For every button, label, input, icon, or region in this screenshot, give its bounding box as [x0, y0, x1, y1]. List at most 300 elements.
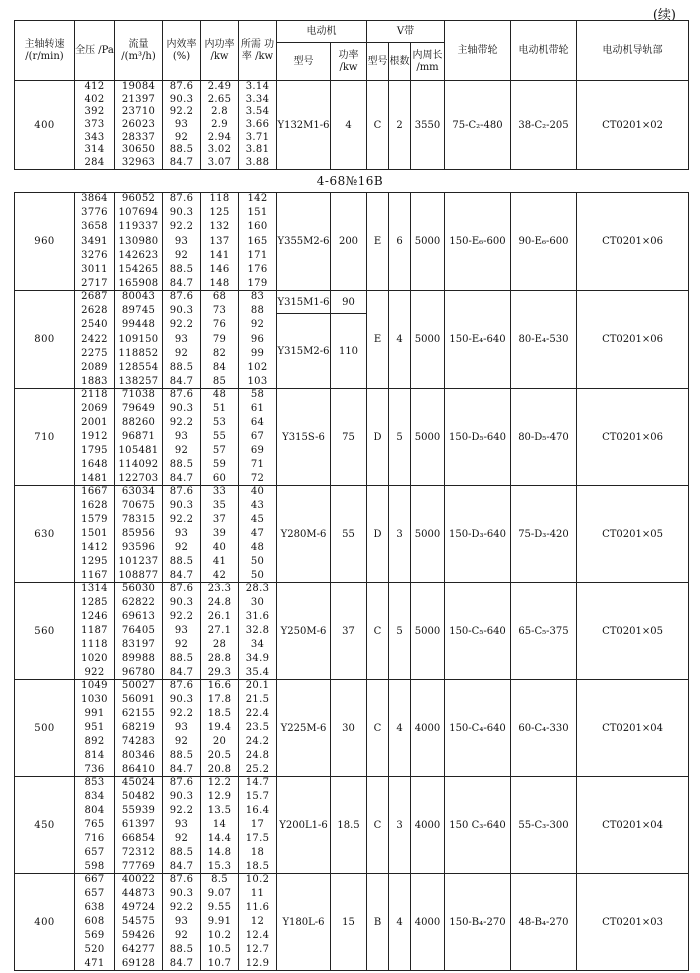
req-value: 3.54 [245, 106, 270, 118]
motor-pulley-cell: 90-E₆-600 [511, 193, 577, 291]
table-row [15, 874, 689, 971]
flow-value: 96871 [121, 431, 156, 443]
inner-value: 9.55 [207, 902, 232, 914]
inner-value: 2.94 [207, 131, 232, 143]
pressure-value: 284 [84, 157, 105, 169]
flow-value: 69613 [121, 611, 156, 623]
eff-value: 90.3 [169, 500, 194, 512]
flow-value: 154265 [118, 263, 159, 275]
req-value: 176 [247, 263, 268, 275]
req-value: 96 [250, 333, 265, 345]
inner-value: 132 [209, 221, 230, 233]
req-value: 12.4 [245, 930, 270, 942]
req-value: 12 [250, 916, 265, 928]
inner-stack [201, 680, 238, 776]
pressure-value: 853 [84, 777, 105, 788]
pressure-value: 1295 [81, 556, 108, 568]
table-row [15, 81, 689, 170]
pressure-cell [75, 389, 115, 486]
req-value: 3.14 [245, 81, 270, 92]
flow-value: 77769 [121, 861, 156, 873]
inner-value: 14.4 [207, 833, 232, 845]
vtype-cell: E [367, 291, 389, 389]
flow-stack [115, 486, 162, 582]
inner-value: 28.8 [207, 653, 232, 665]
eff-value: 84.7 [169, 958, 194, 970]
pressure-value: 1314 [81, 583, 108, 594]
header-vbelt: V带 [367, 21, 445, 43]
motor-power-cell: 18.5 [331, 777, 367, 874]
req-value: 10.2 [245, 874, 270, 885]
header-inner-power: 内功率 /kw [201, 21, 239, 81]
req-value: 12.9 [245, 958, 270, 970]
pressure-value: 1118 [81, 639, 108, 651]
eff-value: 93 [174, 722, 189, 734]
flow-value: 78315 [121, 514, 156, 526]
inner-value: 10.5 [207, 944, 232, 956]
eff-stack [163, 291, 200, 388]
pressure-value: 412 [84, 81, 105, 92]
vlen-cell: 5000 [411, 389, 445, 486]
eff-value: 92 [174, 639, 189, 651]
speed-cell: 500 [15, 680, 75, 777]
pressure-cell [75, 874, 115, 971]
speed-cell: 450 [15, 777, 75, 874]
header-flow: 流量 /(m³/h) [115, 21, 163, 81]
pressure-value: 608 [84, 916, 105, 928]
inner-cell [201, 583, 239, 680]
pressure-value: 657 [84, 888, 105, 900]
table-row [15, 583, 689, 680]
vlen-cell: 5000 [411, 486, 445, 583]
eff-value: 92.2 [169, 708, 194, 720]
inner-value: 146 [209, 263, 230, 275]
motor-pulley-cell: 80-E₄-530 [511, 291, 577, 389]
eff-value: 90.3 [169, 791, 194, 803]
eff-value: 93 [174, 333, 189, 345]
inner-cell [201, 486, 239, 583]
header-vbelt-count: 根数 [389, 43, 411, 81]
header-motor-power: 功率 /kw [331, 43, 367, 81]
header-vbelt-type: 型号 [367, 43, 389, 81]
req-stack [239, 874, 276, 970]
main-pulley-cell: 150-D₅-640 [445, 389, 511, 486]
req-cell [239, 777, 277, 874]
eff-stack [163, 193, 200, 290]
req-cell [239, 193, 277, 291]
pressure-cell [75, 193, 115, 291]
vlen-cell: 4000 [411, 680, 445, 777]
eff-value: 88.5 [169, 556, 194, 568]
flow-value: 28337 [121, 131, 156, 143]
pressure-value: 2118 [81, 389, 108, 400]
pressure-cell [75, 486, 115, 583]
flow-value: 119337 [118, 221, 159, 233]
rail-cell: CT0201×04 [577, 680, 689, 777]
flow-value: 86410 [121, 764, 156, 776]
pressure-value: 2717 [81, 278, 108, 290]
flow-value: 74283 [121, 736, 156, 748]
rail-cell: CT0201×02 [577, 81, 689, 170]
flow-value: 61397 [121, 819, 156, 831]
inner-value: 27.1 [207, 625, 232, 637]
eff-value: 93 [174, 235, 189, 247]
pressure-value: 716 [84, 833, 105, 845]
flow-value: 69128 [121, 958, 156, 970]
req-value: 50 [250, 570, 265, 582]
flow-stack [115, 777, 162, 873]
req-stack [239, 583, 276, 679]
flow-value: 107694 [118, 207, 159, 219]
speed-cell: 710 [15, 389, 75, 486]
inner-value: 9.07 [207, 888, 232, 900]
eff-stack [163, 389, 200, 485]
req-value: 34 [250, 639, 265, 651]
req-cell [239, 389, 277, 486]
req-stack [239, 777, 276, 873]
inner-value: 19.4 [207, 722, 232, 734]
vcount-cell: 4 [389, 680, 411, 777]
flow-value: 64277 [121, 944, 156, 956]
req-value: 40 [250, 486, 265, 497]
eff-value: 84.7 [169, 570, 194, 582]
pressure-value: 765 [84, 819, 105, 831]
flow-value: 50482 [121, 791, 156, 803]
vtype-cell: C [367, 680, 389, 777]
req-value: 16.4 [245, 805, 270, 817]
motor-power-cell: 200 [331, 193, 367, 291]
table-4-68-part1 [14, 20, 689, 170]
inner-value: 2.49 [207, 81, 232, 92]
req-stack [239, 291, 276, 388]
eff-value: 93 [174, 119, 189, 131]
req-value: 22.4 [245, 708, 270, 720]
flow-value: 62155 [121, 708, 156, 720]
inner-value: 60 [212, 473, 227, 485]
pressure-stack [75, 193, 114, 290]
pressure-cell [75, 291, 115, 389]
req-value: 165 [247, 235, 268, 247]
inner-value: 3.02 [207, 144, 232, 156]
inner-value: 17.8 [207, 694, 232, 706]
eff-cell [163, 291, 201, 389]
rail-cell: CT0201×05 [577, 583, 689, 680]
pressure-value: 3776 [81, 207, 108, 219]
req-stack [239, 81, 276, 169]
motor-power-cell: 30 [331, 680, 367, 777]
main-pulley-cell: 150-E₆-600 [445, 193, 511, 291]
vcount-cell: 6 [389, 193, 411, 291]
eff-value: 87.6 [169, 680, 194, 691]
inner-value: 48 [212, 389, 227, 400]
inner-cell [201, 81, 239, 170]
motor-power-cell: 4 [331, 81, 367, 170]
req-value: 11 [250, 888, 265, 900]
flow-stack [115, 680, 162, 776]
pressure-cell [75, 680, 115, 777]
rail-cell: CT0201×06 [577, 193, 689, 291]
motor-model-cell: Y315M2-6 [277, 314, 331, 389]
req-stack [239, 389, 276, 485]
req-value: 61 [250, 403, 265, 415]
pressure-value: 3864 [81, 193, 108, 204]
flow-value: 23710 [121, 106, 156, 118]
vlen-cell: 5000 [411, 193, 445, 291]
flow-cell [115, 389, 163, 486]
req-value: 71 [250, 459, 265, 471]
motor-model-cell: Y250M-6 [277, 583, 331, 680]
flow-stack [115, 291, 162, 388]
pressure-stack [75, 291, 114, 388]
inner-value: 137 [209, 235, 230, 247]
pressure-value: 3491 [81, 235, 108, 247]
motor-power-cell: 75 [331, 389, 367, 486]
eff-cell [163, 583, 201, 680]
req-cell [239, 680, 277, 777]
req-value: 20.1 [245, 680, 270, 691]
req-value: 69 [250, 445, 265, 457]
req-stack [239, 680, 276, 776]
req-value: 18.5 [245, 861, 270, 873]
pressure-value: 1579 [81, 514, 108, 526]
inner-value: 42 [212, 570, 227, 582]
eff-value: 92 [174, 736, 189, 748]
inner-value: 39 [212, 528, 227, 540]
pressure-value: 736 [84, 764, 105, 776]
pressure-value: 1246 [81, 611, 108, 623]
eff-value: 90.3 [169, 403, 194, 415]
eff-value: 84.7 [169, 473, 194, 485]
eff-value: 92.2 [169, 514, 194, 526]
flow-cell [115, 486, 163, 583]
motor-pulley-cell: 38-C₂-205 [511, 81, 577, 170]
eff-cell [163, 680, 201, 777]
flow-stack [115, 389, 162, 485]
eff-value: 87.6 [169, 389, 194, 400]
header-efficiency: 内效率 (%) [163, 21, 201, 81]
inner-stack [201, 583, 238, 679]
eff-value: 84.7 [169, 667, 194, 679]
inner-value: 10.2 [207, 930, 232, 942]
inner-value: 20.8 [207, 764, 232, 776]
header-motor: 电动机 [277, 21, 367, 43]
inner-value: 2.65 [207, 93, 232, 105]
inner-value: 8.5 [211, 874, 228, 885]
pressure-stack [75, 583, 114, 679]
pressure-value: 1020 [81, 653, 108, 665]
pressure-value: 892 [84, 736, 105, 748]
rail-cell: CT0201×05 [577, 486, 689, 583]
main-pulley-cell: 150-B₄-270 [445, 874, 511, 971]
vlen-cell: 5000 [411, 583, 445, 680]
flow-cell [115, 680, 163, 777]
flow-value: 40022 [121, 874, 156, 885]
req-value: 83 [250, 291, 265, 302]
flow-value: 50027 [121, 680, 156, 691]
flow-cell [115, 874, 163, 971]
req-value: 48 [250, 542, 265, 554]
main-pulley-cell: 150 C₃-640 [445, 777, 511, 874]
eff-value: 92.2 [169, 611, 194, 623]
header-pressure: 全压 /Pa [75, 21, 115, 81]
table-row [15, 389, 689, 486]
req-value: 92 [250, 319, 265, 331]
req-value: 160 [247, 221, 268, 233]
req-value: 15.7 [245, 791, 270, 803]
vcount-cell: 4 [389, 874, 411, 971]
eff-value: 93 [174, 819, 189, 831]
flow-value: 72312 [121, 847, 156, 859]
req-value: 24.2 [245, 736, 270, 748]
req-stack [239, 486, 276, 582]
req-value: 3.66 [245, 119, 270, 131]
inner-value: 59 [212, 459, 227, 471]
flow-value: 79649 [121, 403, 156, 415]
inner-value: 2.8 [211, 106, 228, 118]
continued-label: (续) [652, 8, 676, 23]
flow-value: 128554 [118, 361, 159, 373]
motor-pulley-cell: 80-D₅-470 [511, 389, 577, 486]
flow-value: 96780 [121, 667, 156, 679]
flow-value: 80346 [121, 750, 156, 762]
pressure-stack [75, 81, 114, 169]
motor-pulley-cell: 75-D₃-420 [511, 486, 577, 583]
eff-value: 93 [174, 916, 189, 928]
eff-value: 84.7 [169, 278, 194, 290]
inner-value: 15.3 [207, 861, 232, 873]
vcount-cell: 4 [389, 291, 411, 389]
eff-value: 92 [174, 542, 189, 554]
pressure-value: 804 [84, 805, 105, 817]
motor-pulley-cell: 60-C₄-330 [511, 680, 577, 777]
pressure-value: 2069 [81, 403, 108, 415]
eff-value: 84.7 [169, 157, 194, 169]
main-pulley-cell: 150-C₄-640 [445, 680, 511, 777]
pressure-value: 2422 [81, 333, 108, 345]
req-value: 3.88 [245, 157, 270, 169]
inner-cell [201, 777, 239, 874]
inner-stack [201, 389, 238, 485]
inner-stack [201, 486, 238, 582]
eff-value: 92 [174, 131, 189, 143]
flow-value: 96052 [121, 193, 156, 204]
table-row [15, 291, 689, 314]
inner-value: 51 [212, 403, 227, 415]
pressure-stack [75, 389, 114, 485]
speed-cell: 400 [15, 81, 75, 170]
main-pulley-cell: 75-C₂-480 [445, 81, 511, 170]
pressure-value: 1667 [81, 486, 108, 497]
pressure-value: 314 [84, 144, 105, 156]
req-value: 32.8 [245, 625, 270, 637]
motor-model-cell: Y132M1-6 [277, 81, 331, 170]
flow-value: 56030 [121, 583, 156, 594]
flow-value: 19084 [121, 81, 156, 92]
pressure-value: 1049 [81, 680, 108, 691]
req-value: 24.8 [245, 750, 270, 762]
eff-cell [163, 777, 201, 874]
pressure-value: 569 [84, 930, 105, 942]
motor-model-cell: Y315S-6 [277, 389, 331, 486]
flow-value: 59426 [121, 930, 156, 942]
inner-value: 28 [212, 639, 227, 651]
eff-value: 90.3 [169, 694, 194, 706]
pressure-value: 1187 [81, 625, 108, 637]
eff-stack [163, 486, 200, 582]
pressure-cell [75, 583, 115, 680]
req-value: 88 [250, 305, 265, 317]
vlen-cell: 4000 [411, 874, 445, 971]
inner-value: 41 [212, 556, 227, 568]
req-value: 179 [247, 278, 268, 290]
pressure-value: 2540 [81, 319, 108, 331]
req-value: 18 [250, 847, 265, 859]
req-value: 3.71 [245, 131, 270, 143]
inner-stack [201, 81, 238, 169]
pressure-value: 2275 [81, 347, 108, 359]
req-value: 50 [250, 556, 265, 568]
req-value: 23.5 [245, 722, 270, 734]
req-value: 17 [250, 819, 265, 831]
eff-value: 92.2 [169, 106, 194, 118]
inner-value: 55 [212, 431, 227, 443]
pressure-value: 1501 [81, 528, 108, 540]
flow-value: 114092 [118, 459, 159, 471]
flow-value: 89745 [121, 305, 156, 317]
pressure-value: 951 [84, 722, 105, 734]
inner-value: 118 [209, 193, 230, 204]
vlen-cell: 3550 [411, 81, 445, 170]
req-value: 45 [250, 514, 265, 526]
flow-value: 118852 [118, 347, 159, 359]
flow-value: 93596 [121, 542, 156, 554]
pressure-value: 834 [84, 791, 105, 803]
flow-cell [115, 291, 163, 389]
pressure-stack [75, 680, 114, 776]
eff-value: 92.2 [169, 805, 194, 817]
req-value: 171 [247, 249, 268, 261]
flow-value: 99448 [121, 319, 156, 331]
req-value: 25.2 [245, 764, 270, 776]
eff-value: 88.5 [169, 459, 194, 471]
inner-value: 2.9 [211, 119, 228, 131]
eff-value: 92 [174, 930, 189, 942]
inner-stack [201, 777, 238, 873]
vtype-cell: D [367, 486, 389, 583]
pressure-cell [75, 777, 115, 874]
flow-value: 62822 [121, 597, 156, 609]
motor-power-cell: 37 [331, 583, 367, 680]
main-pulley-cell: 150-D₃-640 [445, 486, 511, 583]
pressure-value: 343 [84, 131, 105, 143]
flow-value: 165908 [118, 278, 159, 290]
vcount-cell: 2 [389, 81, 411, 170]
vcount-cell: 5 [389, 583, 411, 680]
eff-value: 90.3 [169, 93, 194, 105]
inner-value: 35 [212, 500, 227, 512]
pressure-value: 1795 [81, 445, 108, 457]
flow-value: 55939 [121, 805, 156, 817]
req-value: 72 [250, 473, 265, 485]
flow-value: 85956 [121, 528, 156, 540]
req-cell [239, 874, 277, 971]
flow-value: 26023 [121, 119, 156, 131]
inner-value: 24.8 [207, 597, 232, 609]
pressure-value: 922 [84, 667, 105, 679]
inner-cell [201, 193, 239, 291]
vtype-cell: C [367, 583, 389, 680]
inner-value: 10.7 [207, 958, 232, 970]
